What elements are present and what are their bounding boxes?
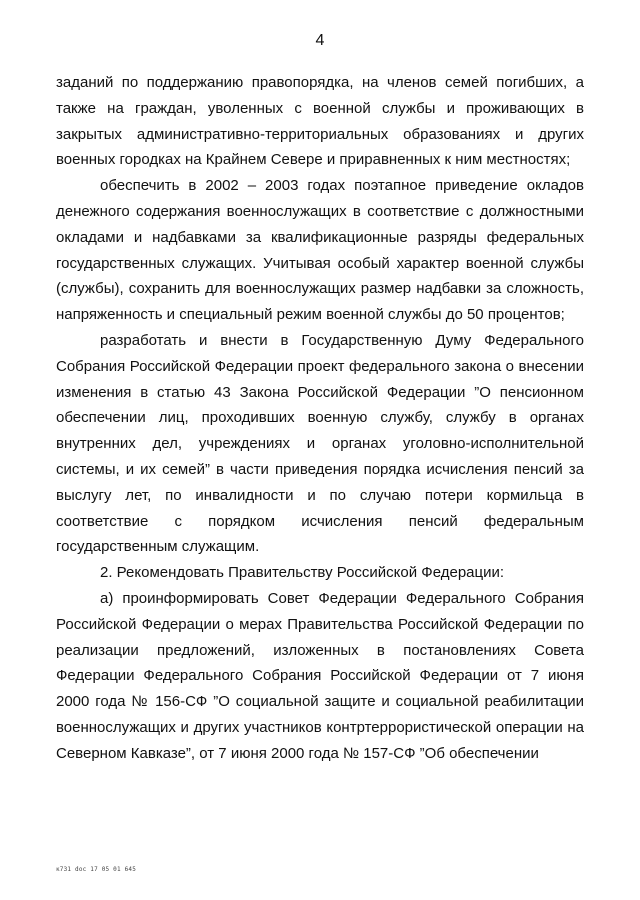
paragraph-recommend-government: 2. Рекомендовать Правительству Российской Федерации: [100,564,505,582]
paragraph-pension-law: разработать и внести в Государственную Думу Федерального Собрания Российской Федерации проект федерального закона о внесении изменения в статью 43 Закона Российской Федерации ”О пенсионном обеспечении лиц, проходивших военную службу, службу в органах внутренних дел, учреждениях и органах уголовно-исполнительной системы, и их семей” в части приведения порядка исчисления пенсий за выслугу лет, по инвалидности и по случаю потери кормильца в соответствие с порядком исчисления пенсий федеральным государственным служащим. [56,331,584,556]
footer-document-code: к731 doc 17 05 01 645 [56,866,137,873]
document-body [56,70,584,767]
page-number: 4 [315,32,325,49]
paragraph-continuation: заданий по поддержанию правопорядка, на членов семей погибших, а также на граждан, уволенных с военной службы и проживающих в закрытых административно-территориальных образованиях и других военных городках на Крайнем Севере и приравненных к ним местностях; [56,74,584,169]
paragraph-inform-council: а) проинформировать Совет Федерации Федерального Собрания Российской Федерации о мерах Правительства Российской Федерации по реализации предложений, изложенных в постановлениях Совета Федерации Федерального Собрания Российской Федерации от 7 июня 2000 года № 156-СФ ”О социальной защите и социальной реабилитации военнослужащих и других участников контртеррористической операции на Северном Кавказе”, от 7 июня 2000 года № 157-СФ ”Об обеспечении [56,589,584,762]
paragraph-salary-alignment: обеспечить в 2002 – 2003 годах поэтапное приведение окладов денежного содержания военнослужащих в соответствие с должностными окладами и надбавками за квалификационные разряды федеральных государственных служащих. Учитывая особый характер военной службы (службы), сохранить для военнослужащих размер надбавки за сложность, напряженность и специальный режим военной службы до 50 процентов; [56,177,584,324]
